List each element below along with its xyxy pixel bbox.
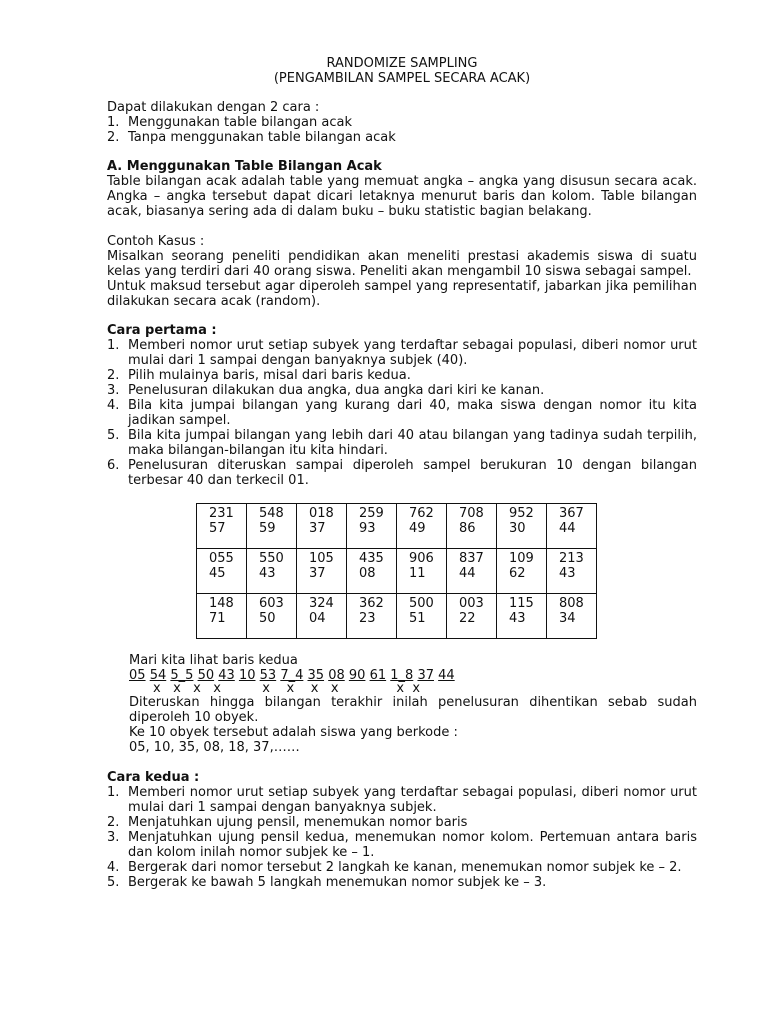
sequence-number: 35 (307, 668, 325, 683)
list-item: 5. Bila kita jumpai bilangan yang lebih dari 40 atau bilangan yang tadinya sudah terpilih, maka bilangan-bilangan itu kita hindari. (107, 428, 697, 458)
table-cell: 115 43 (497, 594, 547, 639)
table-cell: 906 11 (397, 549, 447, 594)
table-cell: 762 49 (397, 504, 447, 549)
sequence-number: 08 (328, 668, 345, 683)
document-page (107, 56, 697, 890)
cara-kedua-steps (107, 785, 697, 890)
sequence-number: 61 (369, 668, 387, 683)
table-cell: 231 57 (197, 504, 247, 549)
list-item: 6. Penelusuran diteruskan sampai diperoleh sampel berukuran 10 dengan bilangan terbesar 40 dan terkecil 01. (107, 458, 697, 488)
table-cell: 550 43 (247, 549, 297, 594)
sequence-number: 05 (129, 668, 146, 683)
document-title: RANDOMIZE SAMPLING (326, 56, 478, 71)
table-cell: 708 86 (447, 504, 497, 549)
selection-marks: x x x x x x x x x x (153, 681, 421, 696)
analysis-intro: Mari kita lihat baris kedua (129, 653, 298, 668)
case-label: Contoh Kasus : (107, 234, 205, 249)
section-a-paragraph: Table bilangan acak adalah table yang memuat angka – angka yang disusun secara acak. Angka – angka tersebut dapat dicari letaknya menurut baris dan kolom. Table bilangan acak, biasanya sering ada di dalam buku – buku statistic bagian belakang. (107, 174, 697, 219)
case-paragraph-1: Misalkan seorang peneliti pendidikan akan meneliti prestasi akademis siswa di suatu kelas yang terdiri dari 40 orang siswa. Peneliti akan mengambil 10 siswa sebagai sampel. (107, 249, 697, 279)
sequence-number: 37 (417, 668, 434, 683)
section-a-heading: A. Menggunakan Table Bilangan Acak (107, 159, 382, 174)
list-item: 5. Bergerak ke bawah 5 langkah menemukan nomor subjek ke – 3. (107, 875, 547, 890)
table-cell: 109 62 (497, 549, 547, 594)
table-row (197, 594, 597, 639)
table-cell: 435 08 (347, 549, 397, 594)
table-cell: 055 45 (197, 549, 247, 594)
table-cell: 952 30 (497, 504, 547, 549)
sequence-number: 7_4 (280, 668, 304, 683)
sequence-number: 44 (438, 668, 455, 683)
result-label: Ke 10 obyek tersebut adalah siswa yang berkode : (129, 725, 458, 740)
sequence-number: 90 (348, 668, 366, 683)
list-item: 1. Memberi nomor urut setiap subyek yang terdaftar sebagai populasi, diberi nomor urut mulai dari 1 sampai dengan banyaknya subjek (40). (107, 338, 697, 368)
case-paragraph-2: Untuk maksud tersebut agar diperoleh sampel yang representatif, jabarkan jika pemilihan dilakukan secara acak (random). (107, 279, 697, 309)
table-cell: 808 34 (547, 594, 597, 639)
sequence-number: 54 (149, 668, 167, 683)
table-row (197, 549, 597, 594)
sequence-number: 43 (218, 668, 235, 683)
table-cell: 003 22 (447, 594, 497, 639)
sequence-number: 1_8 (390, 668, 414, 683)
intro-text: Dapat dilakukan dengan 2 cara : (107, 100, 320, 115)
table-cell: 362 23 (347, 594, 397, 639)
table-cell: 018 37 (297, 504, 347, 549)
sequence-number: 53 (259, 668, 277, 683)
cara-pertama-steps (107, 338, 697, 488)
cara-pertama-heading: Cara pertama : (107, 323, 217, 338)
document-subtitle: (PENGAMBILAN SAMPEL SECARA ACAK) (273, 71, 531, 86)
list-item: 2. Menjatuhkan ujung pensil, menemukan nomor baris (107, 815, 468, 830)
table-cell: 148 71 (197, 594, 247, 639)
sequence-number: 50 (197, 668, 215, 683)
table-cell: 500 51 (397, 594, 447, 639)
analysis-continue: Diteruskan hingga bilangan terakhir inilah penelusuran dihentikan sebab sudah diperoleh 10 obyek. (129, 695, 697, 725)
ways-list (107, 115, 697, 145)
random-number-table (196, 503, 597, 639)
table-cell: 105 37 (297, 549, 347, 594)
list-item: 2. Tanpa menggunakan table bilangan acak (107, 130, 396, 145)
sequence-number: 5_5 (170, 668, 194, 683)
table-cell: 603 50 (247, 594, 297, 639)
table-cell: 548 59 (247, 504, 297, 549)
table-cell: 213 43 (547, 549, 597, 594)
table-cell: 837 44 (447, 549, 497, 594)
list-item: 3. Penelusuran dilakukan dua angka, dua angka dari kiri ke kanan. (107, 383, 545, 398)
list-item: 2. Pilih mulainya baris, misal dari baris kedua. (107, 368, 411, 383)
list-item: 1. Memberi nomor urut setiap subyek yang terdaftar sebagai populasi, diberi nomor urut mulai dari 1 sampai dengan banyaknya subjek. (107, 785, 697, 815)
table-cell: 367 44 (547, 504, 597, 549)
list-item: 4. Bila kita jumpai bilangan yang kurang dari 40, maka siswa dengan nomor itu kita jadikan sampel. (107, 398, 697, 428)
cara-kedua-heading: Cara kedua : (107, 770, 200, 785)
table-cell: 259 93 (347, 504, 397, 549)
list-item: 3. Menjatuhkan ujung pensil kedua, menemukan nomor kolom. Pertemuan antara baris dan kolom inilah nomor subjek ke – 1. (107, 830, 697, 860)
list-item: 4. Bergerak dari nomor tersebut 2 langkah ke kanan, menemukan nomor subjek ke – 2. (107, 860, 682, 875)
table-cell: 324 04 (297, 594, 347, 639)
list-item: 1. Menggunakan table bilangan acak (107, 115, 352, 130)
table-row (197, 504, 597, 549)
analysis-block (129, 653, 697, 755)
result-values: 05, 10, 35, 08, 18, 37,…… (129, 740, 300, 755)
sequence-number: 10 (238, 668, 256, 683)
